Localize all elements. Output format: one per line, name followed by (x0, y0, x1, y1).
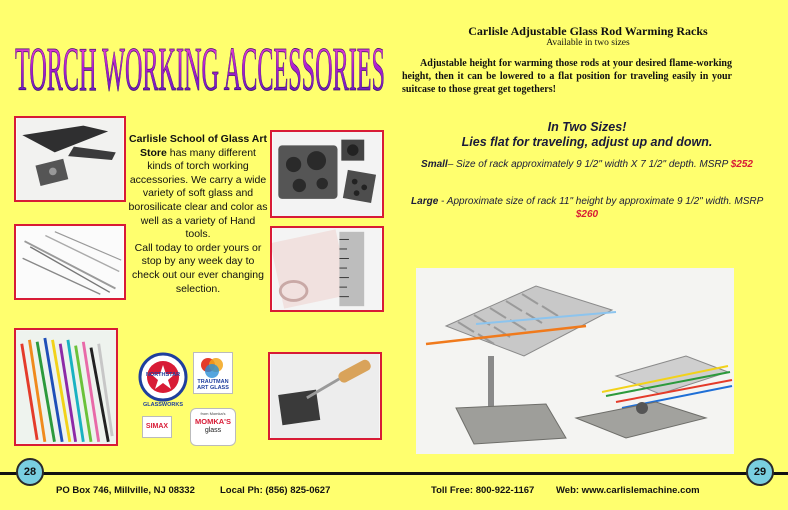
sizes-heading: In Two Sizes! (547, 120, 627, 134)
sizes-subheading: Lies flat for traveling, adjust up and down. (461, 135, 713, 149)
photo-paddle-tool (268, 352, 382, 440)
photo-graphite-molds (270, 130, 384, 218)
small-price: $252 (730, 159, 753, 170)
title-graphic (8, 18, 392, 114)
title-text: TORCH WORKING ACCESSORIES (15, 36, 385, 104)
small-label: Small (421, 159, 448, 170)
sizes-heading-block (402, 120, 772, 150)
momkas-logo (190, 408, 236, 446)
page-number-right: 29 (746, 458, 774, 486)
store-text-1: has many different kinds of torch working accessories. We carry a wide variety of soft glass and borosilicate clear and color as well as a variety of Hand tools. (128, 146, 268, 241)
photo-hand-tools (14, 224, 126, 300)
store-blurb (128, 133, 268, 296)
momkas-sub: glass (204, 427, 222, 434)
store-name: Carlisle School of Glass Art Store (129, 133, 267, 159)
photo-glass-rods (14, 328, 118, 446)
product-title: Carlisle Adjustable Glass Rod Warming Racks (468, 24, 708, 38)
photo-tubing-ruler (270, 226, 384, 312)
trautman-logo (193, 352, 233, 394)
trautman-text: TRAUTMAN ART GLASS (197, 379, 229, 391)
footer-address: PO Box 746, Millville, NJ 08332 (56, 485, 195, 496)
photo-tweezers (14, 116, 126, 202)
small-size-spec (402, 158, 772, 171)
simax-logo: SIMAX (142, 416, 172, 438)
momkas-top: from Momka's (200, 411, 226, 416)
northstar-logo (138, 352, 188, 408)
footer-rule (0, 472, 788, 475)
page-title (8, 18, 392, 114)
large-price: $260 (575, 209, 599, 220)
large-label: Large (411, 196, 439, 207)
momkas-name: MOMKA'S (195, 417, 231, 426)
page-number-left: 28 (16, 458, 44, 486)
footer-toll-free: Toll Free: 800-922-1167 (431, 485, 535, 496)
footer-local-phone: Local Ph: (856) 825-0627 (220, 485, 331, 496)
product-description (402, 57, 732, 96)
small-text: – Size of rack approximately 9 1/2" width X 7 1/2" depth. MSRP (447, 159, 728, 170)
product-description-text: Adjustable height for warming those rods at your desired flame-working height, then it can be lowered to a flat position for traveling easily in your suitcase to those great get togethers! (402, 58, 732, 95)
large-text: - Approximate size of rack 11" height by approximate 9 1/2" width. MSRP (438, 196, 763, 207)
large-size-spec (402, 195, 772, 221)
northstar-text: NORTHSTAR GLASSWORKS (142, 372, 184, 408)
footer-website[interactable]: Web: www.carlislemachine.com (556, 485, 700, 496)
store-text-2: Call today to order yours or stop by any week day to check out our ever changing selection. (132, 241, 264, 295)
photo-warming-racks (416, 268, 734, 454)
product-subtitle: Available in two sizes (546, 38, 630, 48)
